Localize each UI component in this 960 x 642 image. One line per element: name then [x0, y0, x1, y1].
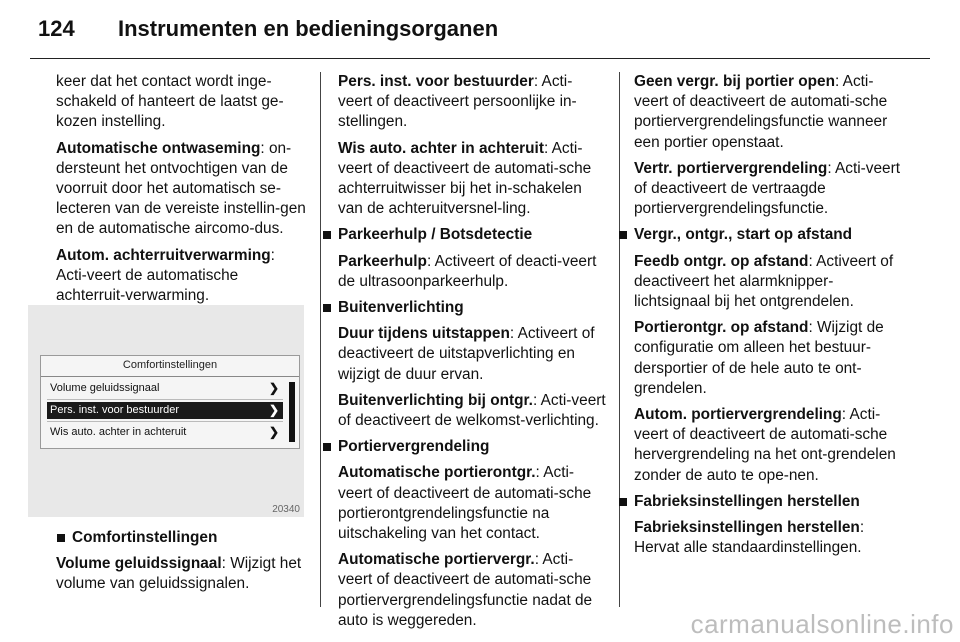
screen-divider [41, 376, 299, 377]
description: : Wijzigt de configuratie om alleen het bestuur-dersportier of de hele auto te ont-grendelen. [634, 319, 884, 397]
description: : Acti-veert of deactiveert persoonlijke in-stellingen. [338, 73, 577, 131]
bullet-heading-comfortinstellingen: Comfortinstellingen [56, 528, 306, 548]
figure-number: 20340 [272, 504, 300, 515]
paragraph-wis-auto [338, 139, 606, 220]
paragraph-pers-inst [338, 72, 606, 133]
menu-item-label: Wis auto. achter in achteruit [50, 426, 187, 438]
chevron-right-icon: ❯ [268, 425, 279, 439]
term: Wis auto. achter in achteruit [338, 139, 544, 157]
menu-item-label: Volume geluidssignaal [50, 382, 160, 394]
term: Portierontgr. op afstand [634, 319, 809, 337]
term: Pers. inst. voor bestuurder [338, 73, 534, 90]
column-3 [634, 72, 904, 564]
term: Vertr. portiervergrendeling [634, 159, 828, 177]
bullet-heading-portiervergrendeling: Portiervergrendeling [322, 437, 606, 457]
bullet-heading-parkeerhulp: Parkeerhulp / Botsdetectie [322, 225, 606, 245]
description: : on-dersteunt het ontvochtigen van de voorruit door het automatisch se-lecteren van de vereiste instellin-gen en de automatische aircomo-dus. [56, 139, 306, 238]
bullet-heading-vergr-ontgr-start: Vergr., ontgr., start op afstand [618, 225, 904, 245]
column-1 [56, 72, 306, 312]
term: Autom. achterruitverwarming [56, 246, 271, 264]
paragraph-volume-geluidssignaal [56, 554, 306, 594]
paragraph-vertr-portiervergrendeling [634, 159, 904, 220]
paragraph-autom-portiervergrendeling [634, 405, 904, 486]
paragraph-buitenverlichting-bij-ontgr [338, 391, 606, 431]
paragraph-duur-tijdens-uitstappen [338, 324, 606, 385]
chevron-right-icon: ❯ [268, 403, 279, 417]
menu-item-wis-auto-achter-in-achteruit[interactable] [47, 424, 283, 441]
bullet-heading-buitenverlichting: Buitenverlichting [322, 298, 606, 318]
term: Geen vergr. bij portier open [634, 73, 835, 90]
menu-item-pers-inst-voor-bestuurder[interactable] [47, 402, 283, 419]
term: Automatische portierontgr. [338, 464, 536, 482]
intro-paragraph: keer dat het contact wordt inge-schakeld of hanteert de laatst ge-kozen instelling. [56, 73, 284, 131]
bullet-heading-fabrieksinstellingen: Fabrieksinstellingen herstellen [618, 492, 904, 512]
description: : Acti-veert of deactiveert de automati-sche portierontgrendelingsfunctie na uitschakeling van het contact. [338, 464, 592, 543]
watermark: carmanualsonline.info [690, 609, 954, 639]
term: Duur tijdens uitstappen [338, 325, 510, 343]
paragraph-automatische-portierontgr [338, 463, 606, 544]
page-number: 124 [38, 16, 75, 41]
description: : Activeert of deactiveert het alarmknipper-lichtsignaal bij het ontgrendelen. [634, 252, 894, 311]
description: : Acti-veert de automatische achterruit-verwarming. [56, 246, 275, 305]
description: : Activeert of deacti-veert de ultrasoonparkeerhulp. [338, 252, 597, 290]
description: : Acti-veert of deactiveert de automati-sche hervergrendeling na het ont-grendelen zonder de auto te ope-nen. [634, 406, 896, 484]
menu-item-volume-geluidssignaal[interactable] [47, 380, 283, 397]
paragraph-fabrieksinstellingen [634, 518, 904, 558]
term: Parkeerhulp [338, 252, 427, 270]
description: : Wijzigt het volume van geluidssignalen. [56, 555, 302, 593]
menu-item-label: Pers. inst. voor bestuurder [50, 404, 180, 416]
header-divider [30, 58, 930, 59]
paragraph-feedb-ontgr [634, 252, 904, 313]
paragraph-automatische-portiervergr [338, 550, 606, 631]
description: : Acti-veert of deactiveert de automati-sche portiervergrendelingsfunctie wanneer een portier openstaat. [634, 73, 888, 151]
page-title: Instrumenten en bedieningsorganen [118, 16, 499, 41]
description: : Acti-veert of deactiveert de automati-sche achterruitwisser bij het in-schakelen van de achteruitversnel-ling. [338, 139, 592, 218]
comfort-settings-figure [28, 305, 304, 517]
paragraph-automatische-ontwaseming [56, 139, 306, 240]
column-2 [338, 72, 606, 637]
term: Automatische portiervergr. [338, 551, 535, 569]
row-divider [47, 421, 283, 422]
term: Buitenverlichting bij ontgr. [338, 391, 533, 409]
description: : Hervat alle standaardinstellingen. [634, 519, 865, 557]
chevron-right-icon: ❯ [268, 381, 279, 395]
column-divider [320, 72, 321, 607]
paragraph-parkeerhulp [338, 252, 606, 292]
term: Automatische ontwaseming [56, 139, 261, 157]
screen-title: Comfortinstellingen [122, 359, 218, 371]
column-1-continued [56, 528, 306, 601]
term: Volume geluidssignaal [56, 555, 222, 573]
column-divider [619, 72, 620, 607]
paragraph-autom-achterruitverwarming [56, 246, 306, 307]
scrollbar[interactable] [289, 382, 295, 442]
description: : Acti-veert of deactiveert de automati-sche portiervergrendelingsfunctie nadat de auto is weggereden. [338, 551, 593, 629]
term: Autom. portiervergrendeling [634, 406, 842, 424]
description: : Acti-veert of deactiveert de vertraagde portiervergrendelingsfunctie. [634, 159, 901, 218]
term: Feedb ontgr. op afstand [634, 252, 809, 270]
paragraph-portierontgr-op-afstand [634, 318, 904, 399]
description: : Acti-veert of deactiveert de welkomst-verlichting. [338, 391, 606, 430]
scrollbar-thumb[interactable] [289, 382, 295, 442]
description: : Activeert of deactiveert de uitstapverlichting en wijzigt de duur ervan. [338, 325, 595, 383]
infotainment-screen [40, 355, 300, 449]
term: Fabrieksinstellingen herstellen [634, 519, 860, 537]
row-divider [47, 399, 283, 400]
paragraph-geen-vergr [634, 72, 904, 153]
page-header [0, 0, 960, 62]
